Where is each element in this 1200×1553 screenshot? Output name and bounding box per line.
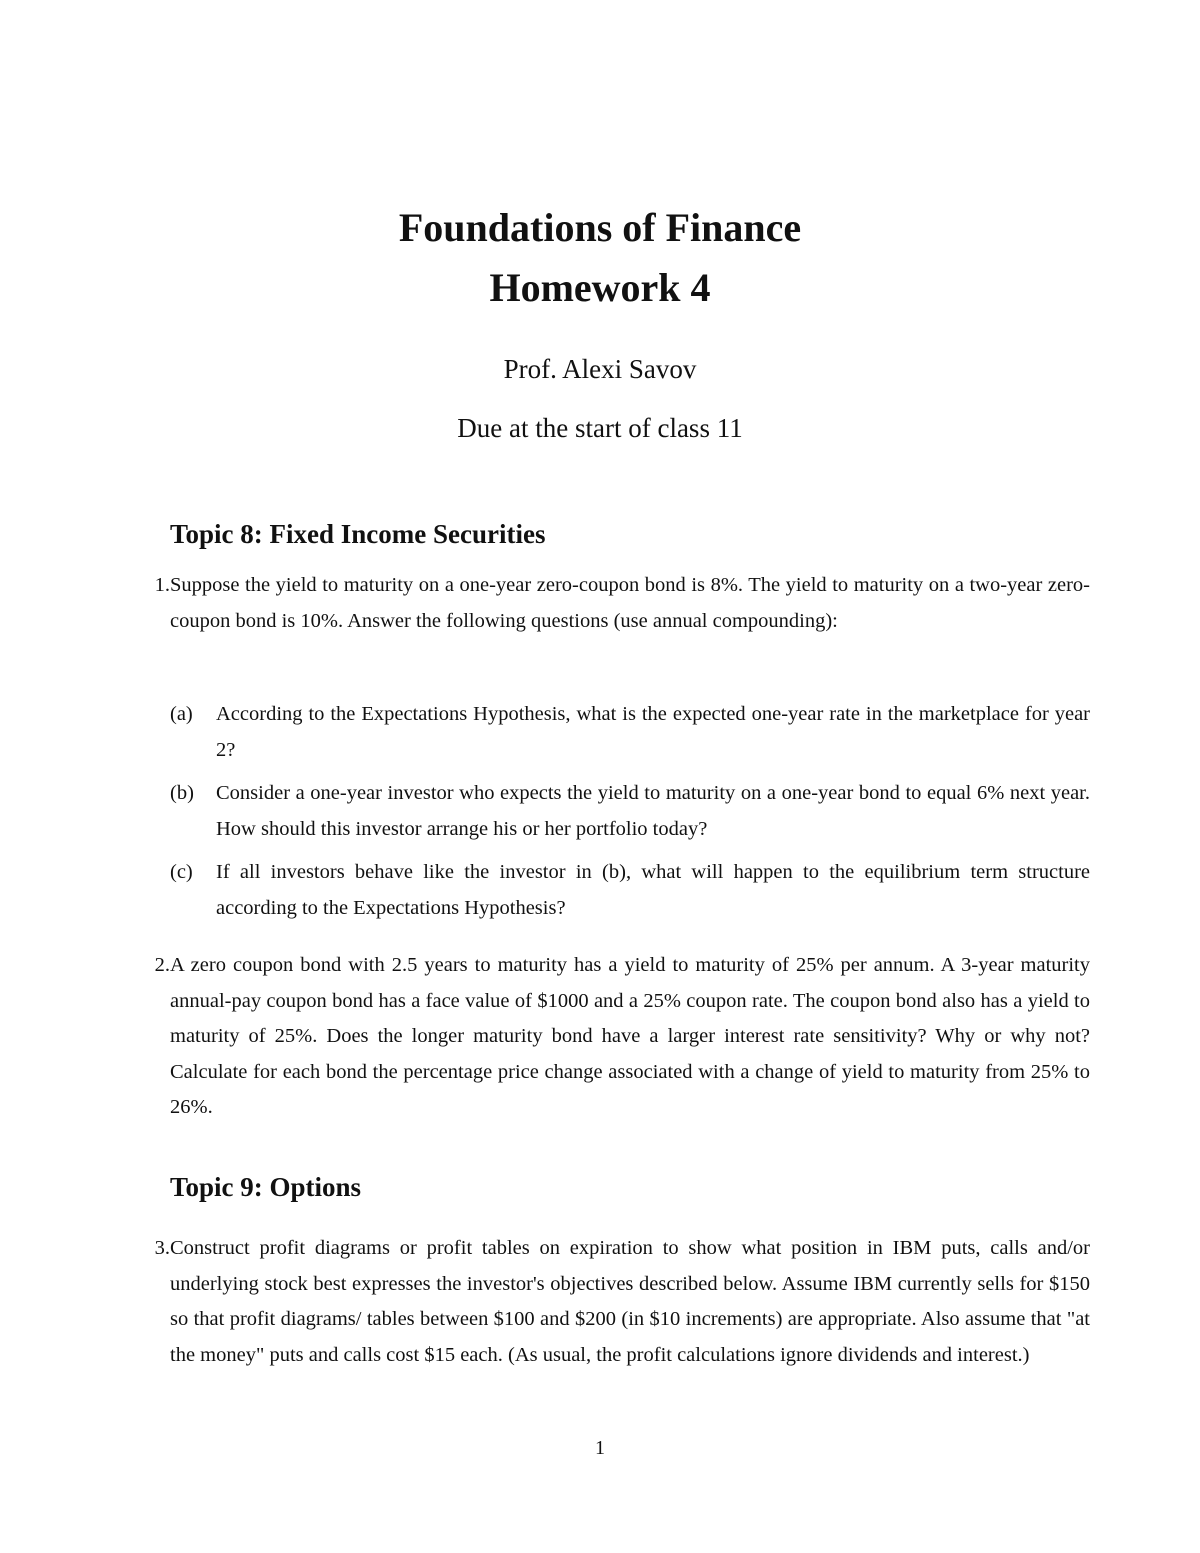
title-block bbox=[0, 198, 1200, 318]
problem-1-part-a bbox=[170, 697, 1090, 768]
part-label: (a) bbox=[170, 703, 193, 725]
due-date: Due at the start of class 11 bbox=[457, 413, 743, 443]
part-label: (b) bbox=[170, 782, 194, 804]
problem-1-part-b bbox=[170, 776, 1090, 847]
problem-number: 2. bbox=[154, 954, 170, 976]
page-number: 1 bbox=[595, 1437, 605, 1459]
problem-text: Construct profit diagrams or profit tables on expiration to show what position in IBM puts, calls and/or underlying stock best expresses the investor's objectives described below. Assume IBM currently sells for $150 so that profit diagrams/ tables between $100 and $200 (in $10 increments) are appropriate. Also assume that "at the money" puts and calls cost $15 each. (As usual, the profit calculations ignore dividends and interest.) bbox=[170, 1237, 1090, 1366]
document-title-line-2: Homework 4 bbox=[489, 265, 711, 310]
problem-1 bbox=[140, 568, 1090, 639]
part-text: According to the Expectations Hypothesis, what is the expected one-year rate in the marketplace for year 2? bbox=[216, 703, 1090, 761]
section-heading-topic-9: Topic 9: Options bbox=[170, 1172, 362, 1202]
problem-text: Suppose the yield to maturity on a one-year zero-coupon bond is 8%. The yield to maturity on a two-year zero-coupon bond is 10%. Answer the following questions (use annual compounding): bbox=[170, 574, 1090, 632]
document-title-line-1: Foundations of Finance bbox=[398, 205, 802, 250]
section-heading-topic-8: Topic 8: Fixed Income Securities bbox=[170, 519, 546, 549]
author: Prof. Alexi Savov bbox=[503, 354, 697, 384]
part-text: Consider a one-year investor who expects the yield to maturity on a one-year bond to equal 6% next year. How should this investor arrange his or her portfolio today? bbox=[216, 782, 1090, 840]
problem-1-part-c bbox=[170, 855, 1090, 926]
part-text: If all investors behave like the investor in (b), what will happen to the equilibrium term structure according to the Expectations Hypothesis? bbox=[216, 861, 1090, 919]
due-line-block bbox=[0, 413, 1200, 443]
part-label: (c) bbox=[170, 861, 193, 883]
problem-text: A zero coupon bond with 2.5 years to maturity has a yield to maturity of 25% per annum. A 3-year maturity annual-pay coupon bond has a face value of $1000 and a 25% coupon rate. The coupon bond also has a yield to maturity of 25%. Does the longer maturity bond have a larger interest rate sensitivity? Why or why not? Calculate for each bond the percentage price change associated with a change of yield to maturity from 25% to 26%. bbox=[170, 954, 1090, 1118]
problem-3 bbox=[140, 1231, 1090, 1373]
problem-number: 1. bbox=[154, 574, 170, 596]
author-line-block bbox=[0, 354, 1200, 384]
problem-number: 3. bbox=[154, 1237, 170, 1259]
problem-2 bbox=[140, 948, 1090, 1126]
